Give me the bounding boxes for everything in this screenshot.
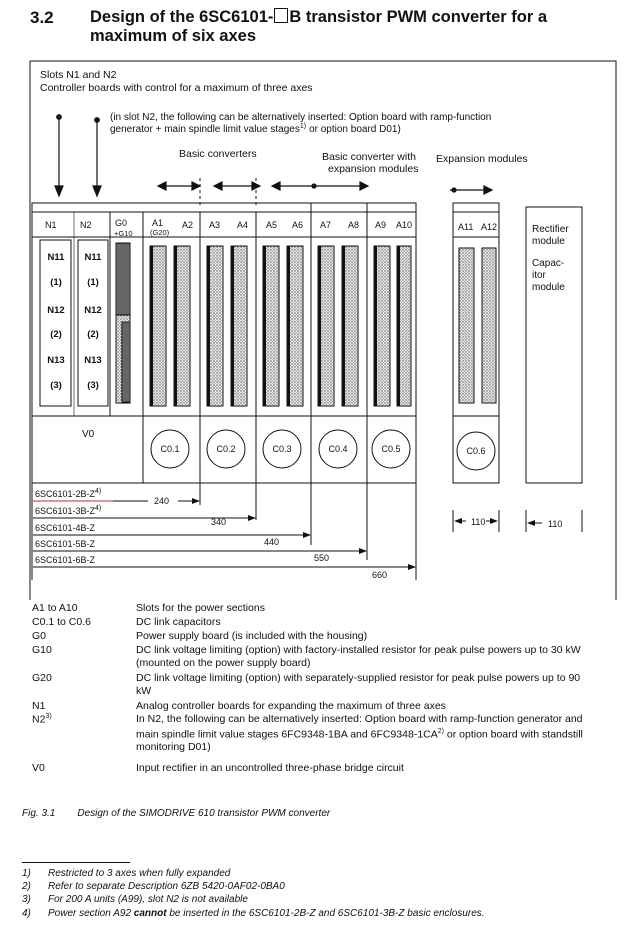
footnote: 1) Restricted to 3 axes when fully expanded [22, 868, 231, 879]
capacitor-c06: C0.6 [466, 446, 486, 456]
model-4b: 6SC6101-4B-Z [35, 523, 96, 533]
slot-label-a4: A4 [237, 220, 249, 230]
legend-key: G20 [32, 672, 52, 684]
model-dimensions [32, 483, 582, 580]
slot-labels [45, 218, 497, 238]
capacitor-c04: C0.4 [328, 444, 348, 454]
capacitor-c02: C0.2 [216, 444, 236, 454]
capacitor-c05: C0.5 [381, 444, 401, 454]
slot-label-a6: A6 [292, 220, 304, 230]
figure-caption [22, 808, 352, 819]
slot-label-a7: A7 [320, 220, 332, 230]
slot-label-a5: A5 [266, 220, 278, 230]
slots-label: Slots N1 and N2 [40, 69, 117, 81]
figure-number: Fig. 3.1 [22, 808, 56, 819]
legend-value: DC link voltage limiting (option) with factory-installed resistor for peak pulse powers up to 30 kW (mounted on the power supply board) [136, 644, 581, 669]
slot-label-a3: A3 [209, 220, 221, 230]
slot-label-g0: G0 [115, 218, 128, 228]
power-section-cards [150, 246, 411, 406]
legend-key-n2: N2$^{3)}$ [32, 713, 52, 726]
board-n12-slot2: N12 [84, 305, 102, 316]
slot-label-a8: A8 [348, 220, 360, 230]
power-supply-board [116, 243, 130, 403]
slot-label-n2: N2 [80, 220, 92, 230]
board-n12-axis-slot2: (2) [87, 329, 99, 340]
legend-value-n2: In N2, the following can be alternatively inserted: Option board with ramp-function generator and main spindle limit value stages 6FC9348-1BA and 6FC9348-1CA$^{2)}$ or option board with standstill monitoring D01) [136, 713, 583, 753]
slot-label-a10: A10 [396, 220, 413, 230]
footnote-divider [22, 862, 130, 863]
footnote: 2) Refer to separate Description 6ZB 5420-0AF02-0BA0 [22, 881, 285, 892]
slot-label-a12: A12 [481, 222, 498, 232]
footnote: 4) Power section A92 cannot be inserted in the 6SC6101-2B-Z and 6SC6101-3B-Z basic enclosures. [22, 908, 485, 919]
legend-key: G10 [32, 644, 52, 656]
capacitor-c03: C0.3 [272, 444, 292, 454]
legend-key: C0.1 to C0.6 [32, 616, 91, 628]
legend-value: DC link capacitors [136, 616, 221, 628]
controller-boards-label: Controller boards with control for a maximum of three axes [40, 82, 313, 94]
dc-link-capacitors [151, 430, 495, 470]
rectifier-label-2: module [532, 236, 565, 247]
width-660: 660 [372, 570, 388, 580]
title-suffix: B transistor PWM converter for a maximum of six axes [90, 8, 548, 45]
rectifier-label-1: Rectifier [532, 224, 569, 235]
figure-title: Design of the SIMODRIVE 610 transistor PWM converter [77, 808, 331, 819]
legend-key: A1 to A10 [32, 602, 78, 614]
legend-value: Analog controller boards for expanding the maximum of three axes [136, 700, 446, 712]
rectifier-capacitor-module [526, 207, 582, 483]
model-5b: 6SC6101-5B-Z [35, 539, 96, 549]
expansion-width: 110 [471, 517, 486, 527]
board-n13: N13 [47, 355, 65, 366]
model-3b: $6SC6101-3B-Z^{4)}$ [35, 505, 102, 516]
board-n13-axis-slot2: (3) [87, 380, 99, 391]
board-n11-axis: (1) [50, 277, 62, 288]
capacitor-label-1: Capac- [532, 258, 565, 269]
rectifier-width: 110 [548, 519, 563, 529]
slot-label-a2: A2 [182, 220, 194, 230]
expansion-modules-label: Expansion modules [436, 153, 528, 165]
slot-label-a9: A9 [375, 220, 387, 230]
range-arrows [158, 182, 492, 194]
alt-note-line2: generator + main spindle limit value stages$^{1)}$ or option board D01) [110, 123, 401, 135]
legend-value: Input rectifier in an uncontrolled three-phase bridge circuit [136, 762, 404, 774]
width-440: 440 [264, 537, 280, 547]
footnote: 3) For 200 A units (A99), slot N2 is not available [22, 894, 248, 905]
board-n11: N11 [47, 252, 65, 263]
legend-value: DC link voltage limiting (option) with separately-supplied resistor for peak pulse powers up to 90 kW [136, 672, 581, 697]
legend-key: V0 [32, 762, 45, 774]
legend-key: N1 [32, 700, 46, 712]
slot-label-g10: +G10 [114, 229, 133, 238]
board-n12: N12 [47, 305, 65, 316]
basic-converters-label: Basic converters [179, 148, 257, 160]
title-prefix: Design of the 6SC6101- [90, 8, 274, 26]
slot-pointer-arrows [55, 115, 101, 196]
capacitor-c01: C0.1 [160, 444, 180, 454]
board-n13-slot2: N13 [84, 355, 102, 366]
board-n12-axis: (2) [50, 329, 62, 340]
section-number: 3.2 [30, 8, 54, 27]
slot-label-a11: A11 [458, 222, 474, 232]
slot-label-a1: A1 [152, 218, 164, 228]
legend-value: Power supply board (is included with the housing) [136, 630, 368, 642]
basic-expansion-label-1: Basic converter with [322, 151, 416, 163]
v0-label: V0 [82, 429, 95, 440]
model-2b: $6SC6101-2B-Z^{4)}$ [35, 488, 102, 499]
model-6b: 6SC6101-6B-Z [35, 555, 96, 565]
width-550: 550 [314, 553, 330, 563]
slot-label-g20: (G20) [150, 228, 170, 237]
width-340: 340 [211, 517, 227, 527]
alt-note-line1: (in slot N2, the following can be alternatively inserted: Option board with ramp-function [110, 112, 492, 123]
capacitor-label-3: module [532, 282, 565, 293]
board-n11-slot2: N11 [84, 252, 102, 263]
width-240: 240 [154, 496, 170, 506]
slot-label-n1: N1 [45, 220, 57, 230]
basic-expansion-label-2: expansion modules [328, 163, 419, 175]
legend-value: Slots for the power sections [136, 602, 265, 614]
capacitor-label-2: itor [532, 270, 546, 281]
legend-key: G0 [32, 630, 47, 642]
board-n13-axis: (3) [50, 380, 62, 391]
board-n11-axis-slot2: (1) [87, 277, 99, 288]
